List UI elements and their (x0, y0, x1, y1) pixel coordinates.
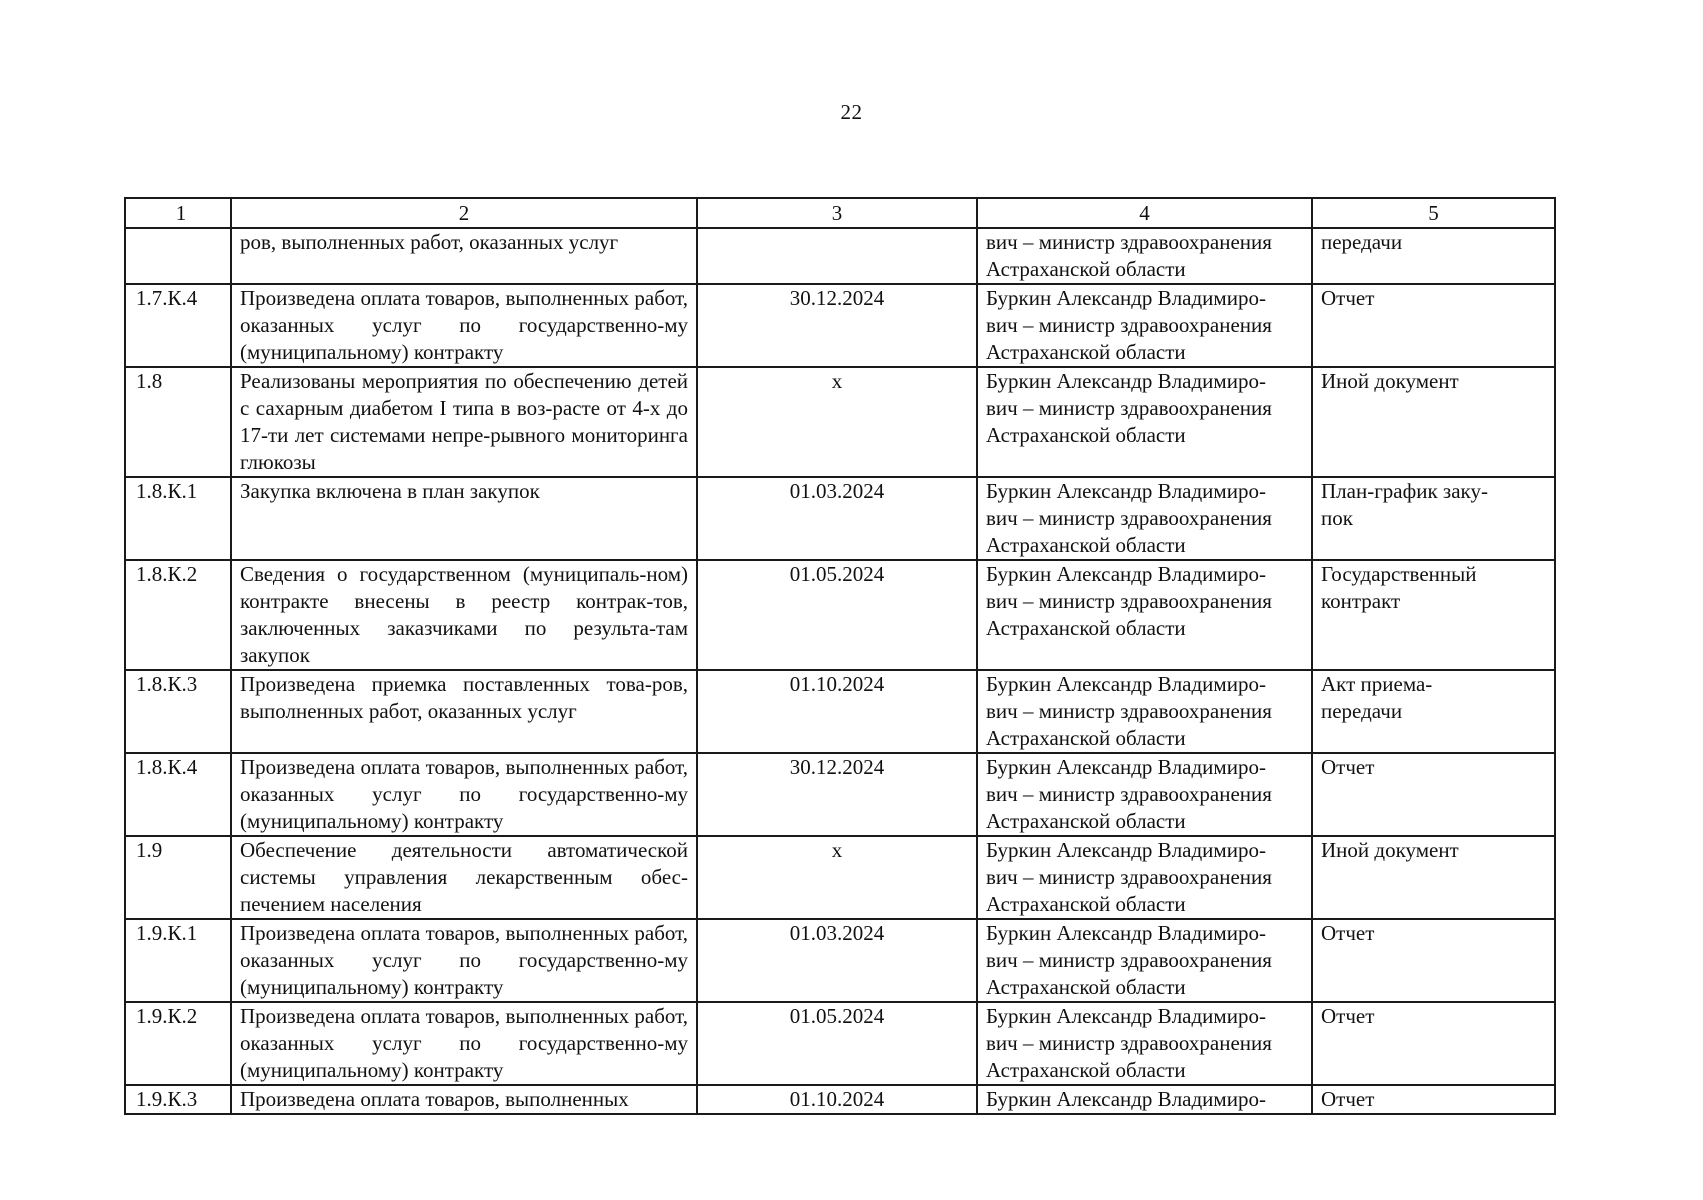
table-row (125, 1002, 1555, 1085)
document-type-cell-text: передачи (1321, 230, 1403, 254)
column-header-2: 2 (231, 198, 697, 228)
deadline-cell (697, 919, 977, 1002)
description-cell (231, 670, 697, 753)
responsible-cell-text: Буркин Александр Владимиро- вич – министр здравоохранения Астраханской области (986, 479, 1272, 557)
responsible-cell (977, 367, 1312, 477)
deadline-cell (697, 228, 977, 284)
column-header-1: 1 (125, 198, 231, 228)
description-cell (231, 1002, 697, 1085)
document-type-cell (1312, 477, 1555, 560)
row-number-cell-text: 1.8.К.3 (136, 672, 198, 696)
responsible-cell-text: Буркин Александр Владимиро- вич – министр здравоохранения Астраханской области (986, 672, 1272, 750)
document-type-cell (1312, 919, 1555, 1002)
deadline-cell-text: 01.05.2024 (789, 562, 885, 586)
description-cell-text: Сведения о государственном (муниципаль-ном) контракте внесены в реестр контрак-тов, заключенных заказчиками по результа-там закупок (240, 562, 688, 667)
document-type-cell (1312, 1002, 1555, 1085)
description-cell-text: Произведена приемка поставленных това-ров, выполненных работ, оказанных услуг (240, 672, 688, 723)
description-cell (231, 836, 697, 919)
description-cell (231, 228, 697, 284)
row-number-cell-text: 1.9.К.3 (136, 1087, 198, 1111)
page-number: 22 (840, 100, 863, 124)
document-type-cell-text: Акт приема- передачи (1321, 672, 1433, 723)
row-number-cell-text: 1.8 (136, 369, 163, 393)
responsible-cell (977, 477, 1312, 560)
deadline-cell (697, 670, 977, 753)
row-number-cell-text: 1.8.К.2 (136, 562, 198, 586)
description-cell (231, 284, 697, 367)
description-cell-text: Произведена оплата товаров, выполненных (240, 1087, 629, 1111)
responsible-cell (977, 1002, 1312, 1085)
row-number-cell (125, 836, 231, 919)
row-number-cell-text: 1.9.К.2 (136, 1004, 198, 1028)
document-type-cell-text: Иной документ (1321, 369, 1459, 393)
description-cell-text: Произведена оплата товаров, выполненных работ, оказанных услуг по государственно-му (муниципальному) контракту (240, 755, 688, 833)
deadline-cell (697, 753, 977, 836)
responsible-cell-text: Буркин Александр Владимиро- вич – министр здравоохранения Астраханской области (986, 838, 1272, 916)
column-header-4: 4 (977, 198, 1312, 228)
description-cell-text: Реализованы мероприятия по обеспечению детей с сахарным диабетом I типа в воз-расте от 4-х до 17-ти лет системами непре-рывного мониторинга глюкозы (240, 369, 688, 474)
table-row (125, 919, 1555, 1002)
description-cell-text: Закупка включена в план закупок (240, 479, 540, 503)
header-row (125, 198, 1555, 228)
table-row (125, 477, 1555, 560)
document-type-cell-text: Отчет (1321, 921, 1375, 945)
description-cell (231, 753, 697, 836)
deadline-cell (697, 560, 977, 670)
deadline-cell-text: 01.10.2024 (789, 672, 885, 696)
deadline-cell-text: 01.03.2024 (789, 921, 885, 945)
deadline-cell (697, 836, 977, 919)
row-number-cell (125, 753, 231, 836)
row-number-cell-text: 1.8.К.4 (136, 755, 198, 779)
row-number-cell (125, 560, 231, 670)
table-row (125, 1085, 1555, 1114)
table-header (125, 198, 1555, 228)
row-number-cell (125, 284, 231, 367)
document-type-cell (1312, 560, 1555, 670)
deadline-cell-text: 01.10.2024 (789, 1087, 885, 1111)
deadline-cell (697, 1002, 977, 1085)
row-number-cell-text: 1.7.К.4 (136, 286, 198, 310)
document-type-cell-text: Отчет (1321, 1004, 1375, 1028)
row-number-cell (125, 477, 231, 560)
row-number-cell (125, 670, 231, 753)
table-row (125, 836, 1555, 919)
description-cell-text: Обеспечение деятельности автоматической системы управления лекарственным обес-печением населения (240, 838, 688, 916)
row-number-cell (125, 228, 231, 284)
table-row (125, 753, 1555, 836)
description-cell (231, 560, 697, 670)
deadline-cell-text: x (831, 838, 843, 862)
row-number-cell (125, 1002, 231, 1085)
document-type-cell-text: План-график заку- пок (1321, 479, 1488, 530)
table-body (125, 228, 1555, 1114)
column-header-3: 3 (697, 198, 977, 228)
table-row (125, 284, 1555, 367)
responsible-cell (977, 836, 1312, 919)
document-type-cell (1312, 367, 1555, 477)
plan-table (124, 197, 1556, 1115)
table-row (125, 560, 1555, 670)
row-number-cell-text: 1.8.К.1 (136, 479, 198, 503)
document-type-cell (1312, 1085, 1555, 1114)
responsible-cell (977, 919, 1312, 1002)
document-type-cell-text: Государственный контракт (1321, 562, 1477, 613)
responsible-cell-text: Буркин Александр Владимиро- вич – министр здравоохранения Астраханской области (986, 369, 1272, 447)
row-number-cell (125, 1085, 231, 1114)
document-type-cell (1312, 284, 1555, 367)
column-header-5: 5 (1312, 198, 1555, 228)
responsible-cell (977, 284, 1312, 367)
deadline-cell-text: x (831, 369, 843, 393)
responsible-cell (977, 228, 1312, 284)
description-cell-text: Произведена оплата товаров, выполненных работ, оказанных услуг по государственно-му (муниципальному) контракту (240, 921, 688, 999)
deadline-cell-text: 30.12.2024 (789, 286, 885, 310)
description-cell (231, 919, 697, 1002)
document-type-cell (1312, 228, 1555, 284)
description-cell-text: ров, выполненных работ, оказанных услуг (240, 230, 619, 254)
deadline-cell (697, 477, 977, 560)
responsible-cell-text: Буркин Александр Владимиро- (986, 1087, 1266, 1111)
responsible-cell-text: Буркин Александр Владимиро- вич – министр здравоохранения Астраханской области (986, 1004, 1272, 1082)
responsible-cell-text: Буркин Александр Владимиро- вич – министр здравоохранения Астраханской области (986, 921, 1272, 999)
responsible-cell (977, 560, 1312, 670)
deadline-cell (697, 1085, 977, 1114)
row-number-cell-text: 1.9 (136, 838, 163, 862)
deadline-cell-text: 01.03.2024 (789, 479, 885, 503)
description-cell-text: Произведена оплата товаров, выполненных работ, оказанных услуг по государственно-му (муниципальному) контракту (240, 286, 688, 364)
description-cell (231, 1085, 697, 1114)
responsible-cell (977, 753, 1312, 836)
document-type-cell-text: Отчет (1321, 755, 1375, 779)
document-type-cell (1312, 836, 1555, 919)
table-row (125, 670, 1555, 753)
deadline-cell (697, 367, 977, 477)
description-cell (231, 367, 697, 477)
responsible-cell-text: Буркин Александр Владимиро- вич – министр здравоохранения Астраханской области (986, 562, 1272, 640)
row-number-cell-text: 1.9.К.1 (136, 921, 198, 945)
document-type-cell-text: Отчет (1321, 1087, 1375, 1111)
responsible-cell (977, 670, 1312, 753)
table-row (125, 367, 1555, 477)
responsible-cell (977, 1085, 1312, 1114)
document-type-cell-text: Иной документ (1321, 838, 1459, 862)
deadline-cell (697, 284, 977, 367)
description-cell-text: Произведена оплата товаров, выполненных работ, оказанных услуг по государственно-му (муниципальному) контракту (240, 1004, 688, 1082)
document-type-cell-text: Отчет (1321, 286, 1375, 310)
deadline-cell-text: 30.12.2024 (789, 755, 885, 779)
deadline-cell-text: 01.05.2024 (789, 1004, 885, 1028)
responsible-cell-text: Буркин Александр Владимиро- вич – министр здравоохранения Астраханской области (986, 286, 1272, 364)
responsible-cell-text: Буркин Александр Владимиро- вич – министр здравоохранения Астраханской области (986, 755, 1272, 833)
table-row (125, 228, 1555, 284)
row-number-cell (125, 367, 231, 477)
row-number-cell (125, 919, 231, 1002)
responsible-cell-text: вич – министр здравоохранения Астраханской области (986, 230, 1272, 281)
description-cell (231, 477, 697, 560)
document-type-cell (1312, 670, 1555, 753)
document-type-cell (1312, 753, 1555, 836)
